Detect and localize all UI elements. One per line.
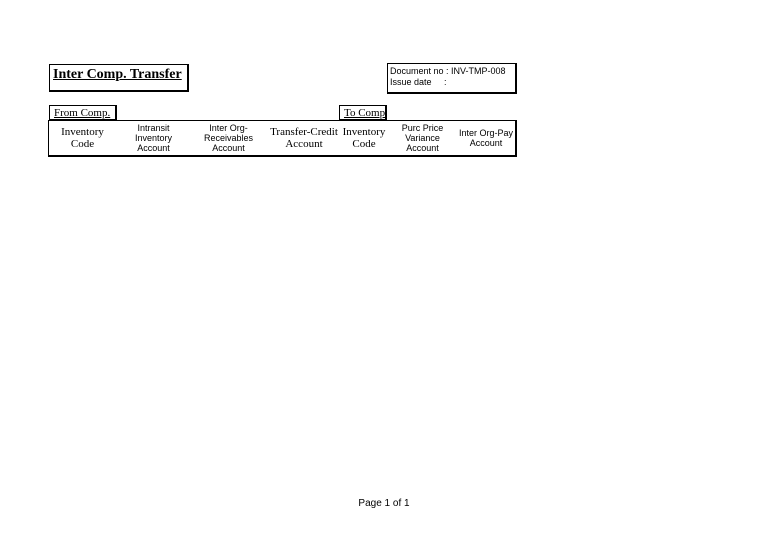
column-header-intransit-inventory-account: Intransit Inventory Account [134,123,173,153]
column-header-from-inventory-code: Inventory Code [61,126,104,150]
page-title: Inter Comp. Transfer [53,67,182,82]
column-header-inter-org-pay-account: Inter Org-Pay Account [458,128,514,148]
document-info-box [387,63,517,94]
column-header-to-inventory-code: Inventory Code [342,126,386,150]
column-header-inter-org-receivables-account: Inter Org- Receivables Account [203,123,254,153]
column-header-transfer-credit-account: Transfer-Credit Account [270,126,338,150]
column-header-purc-price-variance-account: Purc Price Variance Account [401,123,444,153]
from-comp-label: From Comp. [49,105,117,120]
title-box [49,64,189,92]
page-footer: Page 1 of 1 [358,498,410,509]
document-number: Document no : INV-TMP-008 [390,66,506,76]
table-header-row [48,120,517,157]
to-comp-label: To Comp [339,105,387,120]
issue-date: Issue date : [390,77,447,87]
